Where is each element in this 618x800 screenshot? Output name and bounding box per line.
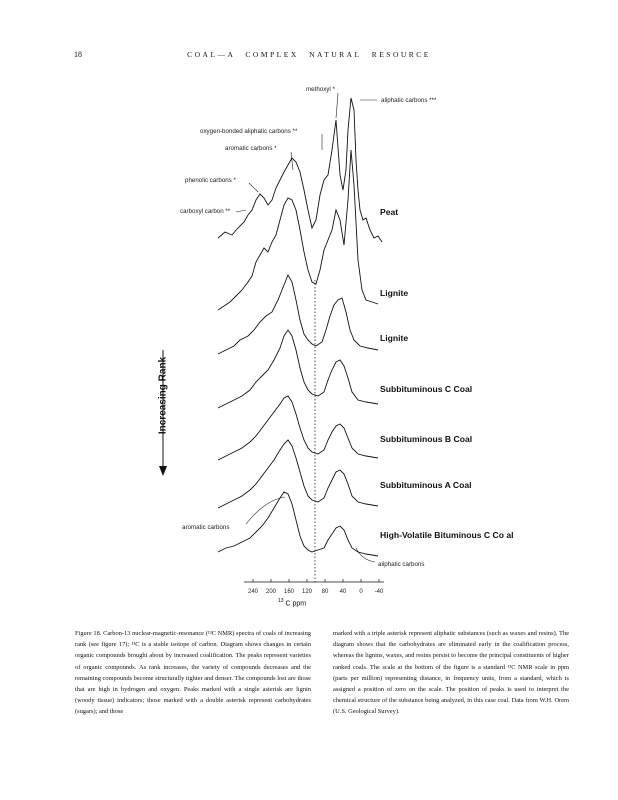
label-carboxyl: carboxyl carbon ** (180, 208, 231, 215)
running-head: COAL—A COMPLEX NATURAL RESOURCE (187, 50, 431, 59)
spectrum-peat (218, 98, 382, 242)
label-methoxyl: methoxyl * (306, 86, 335, 93)
caption-right-column: marked with a triple asterisk represent aliphatic substances (such as waxes and resins). The diagram shows that the carbohydrates are eliminated early in the coalification process, whereas the lignins, waxes, and resins persist to become the principal constituents of higher ranked coals. The scale at the bottom of the figure is a standard ¹³C NMR scale in ppm (parts per million) representing distance, in frequency units, from a standard, which is assigned a position of zero on the scale. The position of peaks is used to interpret the chemical structure of the substance being analyzed, in this case coal. Data from W.H. Orem (U.S. Geological Survey). (333, 630, 569, 716)
x-tick-label: 160 (283, 589, 295, 595)
x-axis-label: C ppm (285, 600, 307, 608)
spectrum-lignite-2 (218, 275, 378, 354)
x-tick-label: 40 (339, 589, 347, 595)
label-aromatic: aromatic carbons * (225, 145, 277, 152)
x-tick-label: 80 (321, 589, 329, 595)
caption-left-column: Figure 18. Carbon-13 nuclear-magnetic-resonance (¹³C NMR) spectra of coals of increasing rank (see figure 17); ¹³C is a stable isotope of carbon. Diagram shows changes in certain organic compounds brought about by increased coalification. The peaks represent varieties of organic compounds. As rank increases, the variety of compounds decreases and the remaining compounds become structurally tighter and denser. The compounds lost are those that are high in hydrogen and oxygen. Peaks marked with a single asterisk are lignin (woody tissue) indicators; those marked with a double asterisk represent carbohydrates (sugars); and those (75, 630, 311, 716)
pointer-methoxyl (336, 93, 338, 118)
spectrum-label-high-volatile-bituminous-c: High-Volatile Bituminous C Co al (380, 530, 514, 540)
spectrum-label-peat: Peat (380, 207, 399, 217)
spectrum-subbituminous-c (218, 330, 378, 408)
label-phenolic: phenolic carbons * (185, 177, 236, 184)
rank-arrow-head (159, 466, 167, 476)
pointer-aromatic-bottom (246, 497, 285, 524)
spectrum-label-subbituminous-a: Subbituminous A Coal (380, 480, 472, 490)
page-number: 18 (74, 50, 82, 59)
spectrum-label-lignite-1: Lignite (380, 288, 409, 298)
spectra (218, 98, 382, 556)
pointer-carboxyl (236, 210, 246, 212)
x-axis (244, 579, 384, 595)
spectrum-label-subbituminous-b: Subbituminous B Coal (380, 434, 473, 444)
x-tick-label: 0 (359, 589, 363, 595)
spectrum-lignite-1 (218, 150, 378, 310)
spectrum-label-subbituminous-c: Subbituminous C Coal (380, 384, 473, 394)
pointer-phenolic (249, 183, 258, 192)
label-aliphatic-bottom: aliphatic carbons (378, 561, 425, 568)
x-tick-label: -40 (374, 589, 384, 595)
rank-axis-label: Increasing Rank (157, 356, 169, 435)
x-tick-label: 120 (301, 589, 313, 595)
label-aromatic-bottom: aromatic carbons (182, 524, 230, 531)
spectrum-high-volatile-bituminous-c (218, 492, 378, 556)
label-aliphatic-triple: aliphatic carbons *** (381, 97, 437, 104)
x-tick-label: 200 (265, 589, 277, 595)
spectrum-subbituminous-b (218, 396, 378, 460)
x-axis-superscript: 13 (278, 598, 284, 604)
x-axis-caption (278, 598, 306, 607)
label-oxygen-bonded: oxygen-bonded aliphatic carbons ** (200, 128, 298, 135)
x-tick-label: 240 (247, 589, 259, 595)
pointer-aromatic (291, 152, 293, 170)
spectrum-label-lignite-2: Lignite (380, 333, 409, 343)
